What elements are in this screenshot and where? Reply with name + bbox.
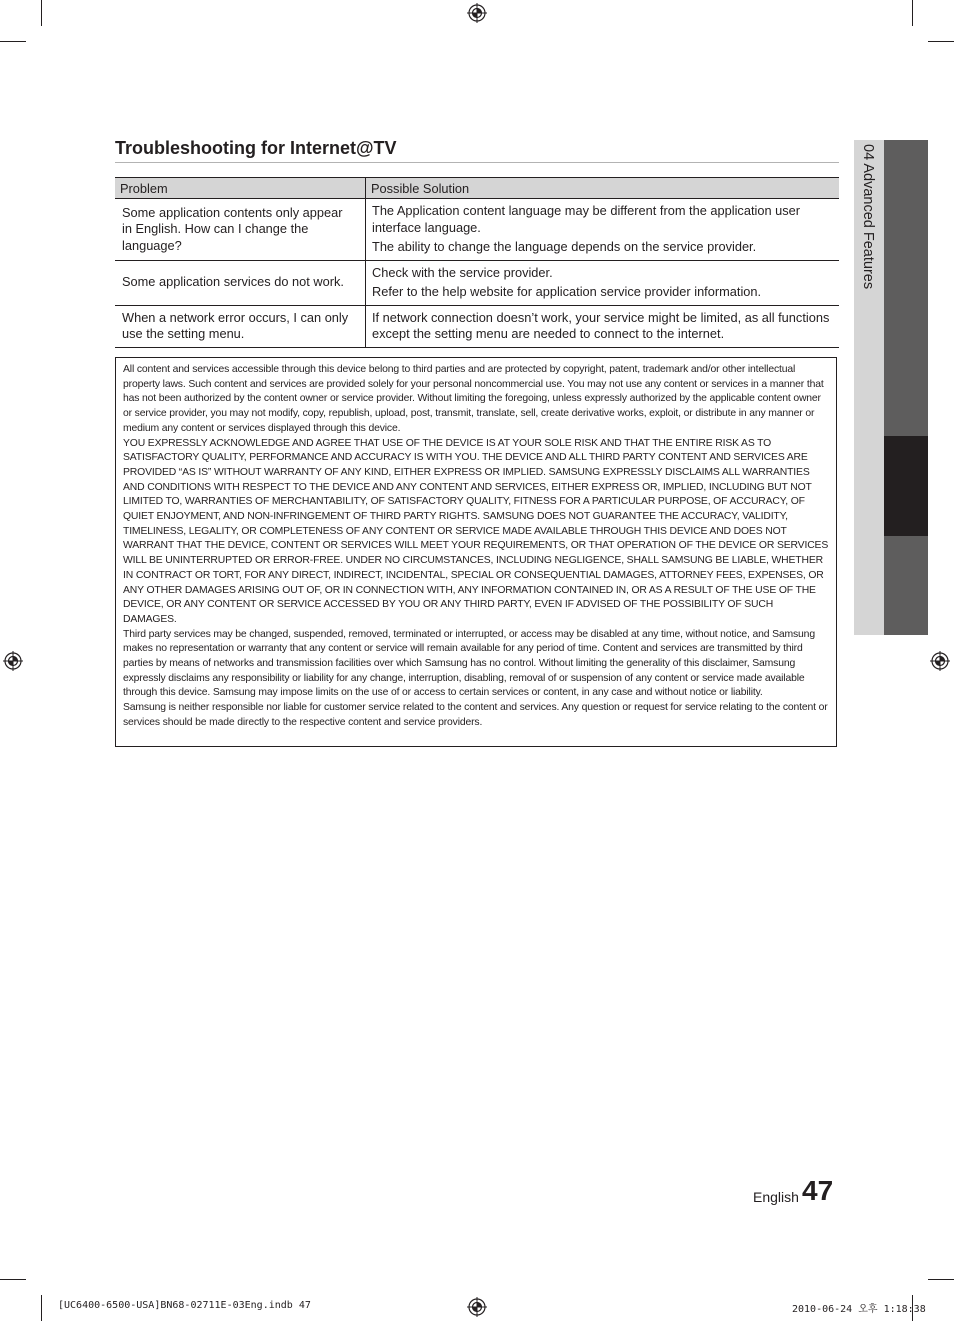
disclaimer-paragraph: Samsung is neither responsible nor liable for customer service related to the content and services. Any question or request for service relating to the content or services should be made directly to the respective content and service providers. bbox=[123, 702, 828, 728]
table-row bbox=[115, 305, 839, 347]
solution-text: The ability to change the language depends on the service provider. bbox=[372, 239, 757, 254]
crop-mark bbox=[41, 1295, 42, 1321]
disclaimer-paragraph: Third party services may be changed, suspended, removed, terminated or interrupted, or access may be disabled at any time, without notice, and Samsung makes no representation or warranty that any content or service will remain available for any period of time. Content and services are transmitted by third parties by means of networks and transmission facilities over which Samsung has no control. Without limiting the generality of this disclaimer, Samsung expressly disclaims any responsibility or liability for any change, interruption, disabling, removal of or suspension of any content or service made available through this device. Samsung may impose limits on the use of or access to certain services or content, in any case and without notice or liability. bbox=[123, 628, 815, 699]
disclaimer-paragraph: YOU EXPRESSLY ACKNOWLEDGE AND AGREE THAT USE OF THE DEVICE IS AT YOUR SOLE RISK AND THAT THE ENTIRE RISK AS TO SATISFACTORY QUALITY, PERFORMANCE AND ACCURACY IS WITH YOU. THE DEVICE AND ALL THIRD PARTY CONTENT AND SERVICES ARE PROVIDED “AS IS” WITHOUT WARRANTY OF ANY KIND, EITHER EXPRESS OR IMPLIED. SAMSUNG EXPRESSLY DISCLAIMS ALL WARRANTIES AND CONDITIONS WITH RESPECT TO THE DEVICE AND ANY CONTENT AND SERVICES, EITHER EXPRESS OR, IMPLIED, INCLUDING BUT NOT LIMITED TO, WARRANTIES OF MERCHANTABILITY, OF SATISFACTORY QUALITY, FITNESS FOR A PARTICULAR PURPOSE, OF ACCURACY, OF QUIET ENJOYMENT, AND NON-INFRINGEMENT OF THIRD PARTY RIGHTS. SAMSUNG DOES NOT GUARANTEE THE ACCURACY, VALIDITY, TIMELINESS, LEGALITY, OR COMPLETENESS OF ANY CONTENT OR SERVICE MADE AVAILABLE THROUGH THIS DEVICE AND DOES NOT WARRANT THAT THE DEVICE, CONTENT OR SERVICES WILL MEET YOUR REQUIREMENTS, OR THAT OPERATION OF THE DEVICE OR SERVICES WILL BE UNINTERRUPTED OR ERROR-FREE. UNDER NO CIRCUMSTANCES, INCLUDING NEGLIGENCE, SHALL SAMSUNG BE LIABLE, WHETHER IN CONTRACT OR TORT, FOR ANY DIRECT, INDIRECT, INCIDENTAL, SPECIAL OR CONSEQUENTIAL DAMAGES, ATTORNEY FEES, EXPENSES, OR ANY OTHER DAMAGES ARISING OUT OF, OR IN CONNECTION WITH, ANY INFORMATION CONTAINED IN, OR AS A RESULT OF THE USE OF THE DEVICE, OR ANY CONTENT OR SERVICE ACCESSED BY YOU OR ANY THIRD PARTY, EVEN IF ADVISED OF THE POSSIBILITY OF SUCH DAMAGES. bbox=[123, 437, 829, 625]
crop-mark bbox=[928, 1279, 954, 1280]
column-header-solution: Possible Solution bbox=[366, 178, 840, 199]
solution-cell bbox=[366, 199, 840, 261]
disclaimer-box bbox=[115, 357, 837, 747]
table-row bbox=[115, 199, 839, 261]
print-timestamp: 2010-06-24 오후 1:18:38 bbox=[792, 1304, 926, 1315]
crop-mark bbox=[0, 1279, 26, 1280]
page-language: English bbox=[753, 1189, 799, 1205]
chapter-bar bbox=[884, 536, 928, 635]
registration-mark-icon bbox=[3, 651, 23, 671]
problem-cell: Some application contents only appear in English. How can I change the language? bbox=[115, 199, 366, 261]
crop-mark bbox=[928, 41, 954, 42]
registration-mark-icon bbox=[467, 1297, 487, 1317]
solution-cell bbox=[366, 305, 840, 347]
solution-text: If network connection doesn’t work, your service might be limited, as all functions except the setting menu are needed to connect to the internet. bbox=[372, 309, 830, 341]
chapter-bar bbox=[884, 140, 928, 436]
solution-text: Check with the service provider. bbox=[372, 264, 553, 280]
disclaimer-paragraph: All content and services accessible through this device belong to third parties and are protected by copyright, patent, trademark and/or other intellectual property laws. Such content and services are provided solely for your personal noncommercial use. You may not use any content or services in a manner that has not been authorized by the content owner or service provider. Without limiting the foregoing, unless expressly authorized by the applicable content owner or service provider, you may not modify, copy, republish, upload, post, transmit, translate, sell, create derivative works, exploit, or distribute in any manner or medium any content or services displayed through this device. bbox=[123, 364, 824, 434]
table-row bbox=[115, 260, 839, 305]
solution-text: The Application content language may be different from the application user interface language. bbox=[372, 203, 801, 235]
solution-cell bbox=[366, 260, 840, 305]
troubleshooting-table bbox=[115, 177, 839, 348]
problem-cell: When a network error occurs, I can only use the setting menu. bbox=[115, 305, 366, 347]
page-number: 47 bbox=[802, 1175, 834, 1206]
column-header-problem: Problem bbox=[115, 178, 366, 199]
page-title: Troubleshooting for Internet@TV bbox=[115, 138, 397, 158]
title-divider bbox=[115, 162, 839, 163]
problem-cell: Some application services do not work. bbox=[115, 260, 366, 305]
chapter-bar-active bbox=[884, 436, 928, 536]
table-header-row bbox=[115, 178, 839, 199]
solution-text: Refer to the help website for application service provider information. bbox=[372, 284, 762, 299]
crop-mark bbox=[41, 0, 42, 26]
crop-mark bbox=[0, 41, 26, 42]
registration-mark-icon bbox=[930, 651, 950, 671]
chapter-tab-label: 04 Advanced Features bbox=[860, 144, 876, 290]
chapter-tab-label-wrap bbox=[854, 140, 884, 635]
crop-mark bbox=[912, 0, 913, 26]
registration-mark-icon bbox=[467, 3, 487, 23]
print-file-info: [UC6400-6500-USA]BN68-02711E-03Eng.indb 47 bbox=[58, 1300, 311, 1311]
